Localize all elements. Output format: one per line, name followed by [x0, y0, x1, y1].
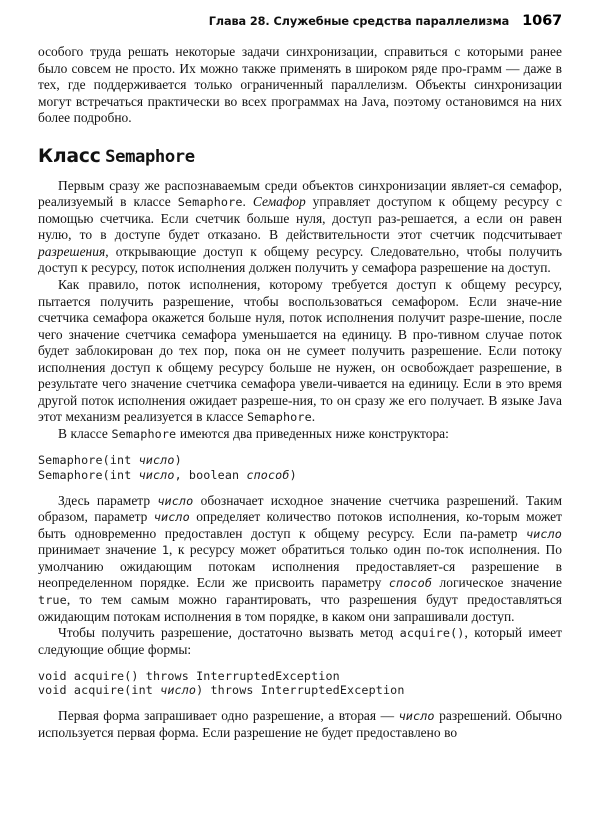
code-literal-one: 1	[161, 543, 170, 558]
code-block-acquire	[38, 669, 562, 698]
text-run: принимает значение	[38, 542, 162, 558]
code-text: ) throws InterruptedException	[196, 683, 405, 698]
text-run: определяет количество потоков исполнения, ко-торым может быть одновременно предоставлен доступ к общему ресурсу. Если па-раметр	[38, 509, 562, 541]
text-run: Первая форма запрашивает одно разрешение, а вторая —	[58, 708, 399, 724]
code-param-chislo: число	[525, 526, 562, 541]
text-run: , который имеет следующие общие формы:	[38, 625, 562, 657]
section-heading-word-semaphore: Semaphore	[105, 146, 195, 167]
code-param-chislo: число	[398, 709, 435, 724]
spacer	[38, 442, 562, 453]
code-text: void acquire(int	[38, 683, 161, 698]
text-run: Здесь параметр	[58, 492, 158, 508]
paragraph-3	[38, 426, 562, 443]
paragraph-4	[38, 493, 562, 625]
paragraph-5	[38, 625, 562, 658]
spacer	[38, 127, 562, 146]
text-run: Первым сразу же распознаваемым среди объектов синхронизации являет-ся семафор, реализуемый в классе	[38, 177, 562, 210]
text-run: логическое значение	[432, 575, 563, 591]
paragraph-2	[38, 277, 562, 426]
code-param-chislo: число	[138, 467, 175, 482]
code-inline-semaphore: Semaphore	[177, 195, 243, 210]
code-param-chislo: число	[153, 510, 190, 525]
code-text: Semaphore(int	[38, 452, 139, 467]
text-run: разрешений. Обычно используется первая форма. Если разрешение не будет предоставлено во	[38, 708, 562, 740]
paragraph-intro: особого труда решать некоторые задачи синхронизации, справиться с которыми ранее было совсем не просто. Их можно также применять в широком ряде про-грамм — даже в тех, где поддерживается только ограниченный параллелизм. Объекты синхронизации могут встречаться практически во всех программах на Java, поэтому остановимся на них более подробно.	[38, 44, 562, 126]
text-column	[38, 44, 562, 741]
text-run: .	[242, 194, 253, 210]
code-param-chislo: число	[160, 683, 197, 698]
code-param-chislo: число	[138, 452, 175, 467]
page-number: 1067	[522, 12, 562, 29]
text-run: , открывающие доступ к общему ресурсу. Следовательно, чтобы получить доступ к ресурсу, поток исполнения должен получить у семафора разрешение на доступ.	[38, 243, 562, 276]
code-text: void acquire() throws InterruptedException	[38, 668, 340, 683]
emphasis-razresheniya: разрешения	[38, 243, 106, 259]
text-run: Как правило, поток исполнения, которому требуется доступ к общему ресурсу, пытается получить разрешение, чтобы воспользоваться семафором. Если значе-ние счетчика семафора окажется больше нуля, поток исполнения получит разре-шение, после чего значение счетчика семафора уменьшается на единицу. В про-тивном случае поток будет заблокирован до тех пор, пока он не сумеет получить разрешение. Если потоку исполнения доступ к общему ресурсу больше не нужен, он освобождает разрешение, в результате чего значение счетчика семафора увели-чивается на единицу. Если в это время другой поток исполнения ожидает разреше-ния, то он сразу же его получает. В языке Java этот механизм реализуется в классе	[38, 277, 562, 425]
code-block-constructors	[38, 453, 562, 482]
emphasis-semafor: Семафор	[252, 194, 306, 210]
code-text: Semaphore(int	[38, 467, 139, 482]
spacer	[38, 482, 562, 493]
text-run: управляет доступом к общему ресурсу с помощью счетчика. Если счетчик больше нуля, доступ раз-решается, а если он равен нулю, то в доступе будет отказано. В действительности этот счетчик подсчитывает	[38, 194, 562, 243]
paragraph-1	[38, 178, 562, 277]
code-inline-semaphore: Semaphore	[246, 410, 312, 425]
section-heading	[38, 146, 562, 168]
section-heading-word-klass: Класс	[38, 145, 101, 167]
text-run: обозначает исходное значение счетчика разрешений. Таким образом, параметр	[38, 492, 562, 525]
code-param-sposob: способ	[388, 576, 433, 591]
code-text: )	[174, 452, 182, 467]
text-run: , к ресурсу может обратиться только один по-ток исполнения. По умолчанию ожидающим потокам исполнения предоставляет-ся разрешение в неопределенном порядке. Если же присвоить параметру	[38, 542, 562, 591]
text-run: , то тем самым можно гарантировать, что разрешения будут предоставляться ожидающим потокам исполнения в том порядке, в каком они запрашивали доступ.	[38, 591, 562, 624]
code-param-sposob: способ	[246, 467, 290, 482]
code-text: , boolean	[174, 467, 247, 482]
running-head	[38, 12, 562, 29]
text-run: Чтобы получить разрешение, достаточно вызвать метод	[58, 625, 400, 641]
spacer	[38, 698, 562, 709]
chapter-title: Глава 28. Служебные средства параллелизма	[208, 15, 510, 28]
spacer	[38, 658, 562, 669]
code-text: )	[289, 467, 297, 482]
text-run: имеются два приведенных ниже конструктора:	[176, 425, 449, 441]
code-param-chislo: число	[157, 493, 194, 508]
paragraph-6	[38, 708, 562, 741]
code-inline-acquire: acquire()	[399, 626, 465, 641]
spacer	[38, 168, 562, 178]
code-literal-true: true	[38, 592, 67, 607]
text-run: .	[311, 409, 316, 425]
text-run: В классе	[58, 425, 112, 441]
code-inline-semaphore: Semaphore	[111, 426, 177, 441]
